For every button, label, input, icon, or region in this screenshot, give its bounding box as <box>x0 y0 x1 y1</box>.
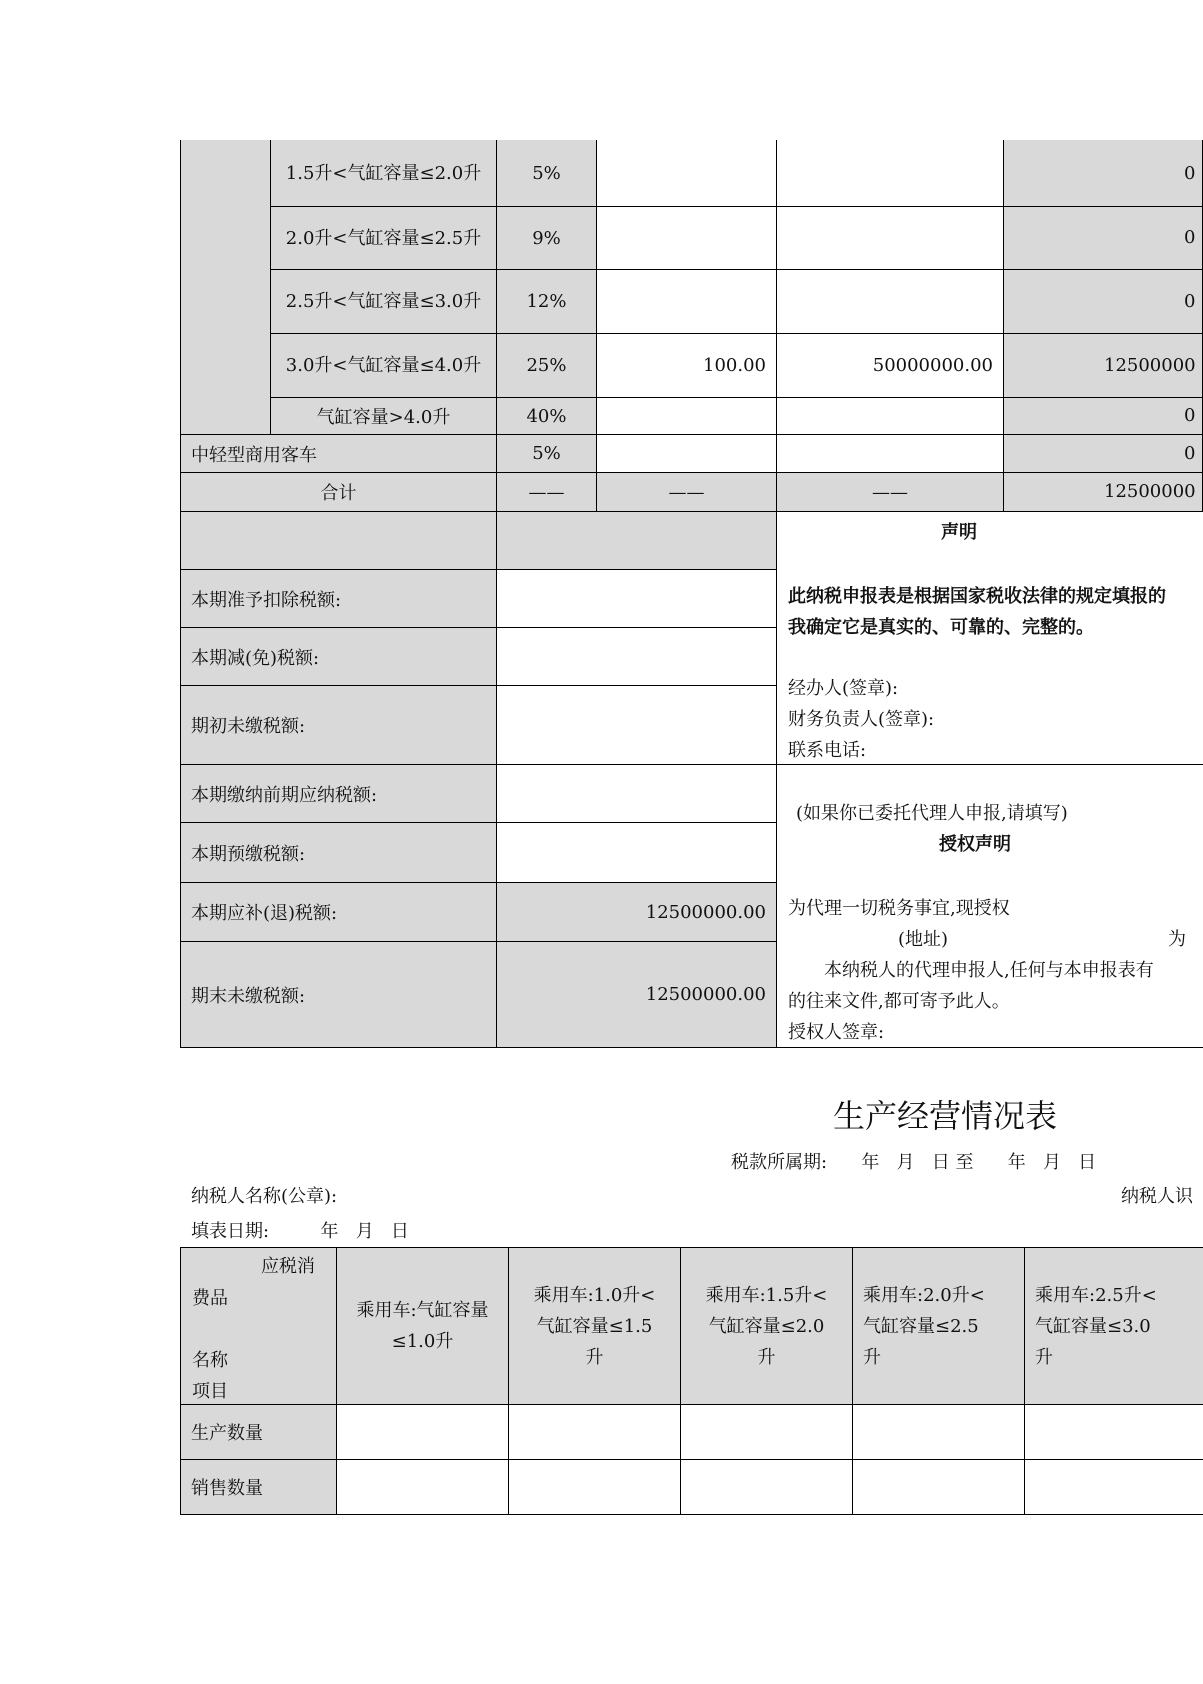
deductible-label: 本期准予扣除税额: <box>180 569 497 628</box>
column-header-line: 气缸容量≤2.0 <box>708 1315 825 1337</box>
column-header-line: 升 <box>585 1346 604 1368</box>
quantity-cell <box>596 434 777 473</box>
column-header-line: 乘用车:2.0升< <box>863 1284 985 1306</box>
column-header-line: 乘用车:1.0升< <box>533 1284 656 1306</box>
sales-quantity-label: 销售数量 <box>180 1459 337 1515</box>
corner-text-3: 名称 <box>192 1350 228 1371</box>
handler-signature: 经办人(签章): <box>788 678 899 699</box>
column-header-line: 乘用车:气缸容量 <box>356 1300 489 1321</box>
column-header <box>680 1247 853 1405</box>
deductible-value <box>496 569 777 628</box>
column-header <box>1024 1247 1203 1405</box>
quantity-cell <box>596 206 777 270</box>
column-header <box>336 1247 509 1405</box>
total-tax-text: 12500000 <box>1104 481 1196 502</box>
taxpayer-name-label: 纳税人名称(公章): <box>191 1186 338 1207</box>
wei-text: 为 <box>1168 929 1186 950</box>
tax-cell <box>1003 140 1203 207</box>
tax-period: 税款所属期: 年 月 日 至 年 月 日 <box>731 1152 1097 1173</box>
column-header-line: 气缸容量≤2.5 <box>863 1315 979 1337</box>
sales-quantity-cell <box>852 1459 1025 1515</box>
tax-text: 0 <box>1184 227 1196 248</box>
item-text: 2.0升<气缸容量≤2.5升 <box>285 227 482 249</box>
column-header <box>852 1247 1025 1405</box>
declaration-box <box>776 511 1203 765</box>
column-header-line: 升 <box>1035 1346 1053 1368</box>
production-title: 生产经营情况表 <box>833 1097 1058 1135</box>
production-quantity-cell <box>508 1404 681 1460</box>
reduction-value <box>496 627 777 686</box>
item-cell <box>270 269 497 334</box>
finance-signature: 财务负责人(签章): <box>788 709 935 730</box>
column-header-line: 乘用车:2.5升< <box>1035 1284 1157 1306</box>
prior-paid-value <box>496 764 777 823</box>
sales-cell: 50000000.00 <box>776 333 1004 398</box>
tax-text: 0 <box>1184 443 1196 464</box>
tax-cell <box>1003 206 1203 270</box>
quantity-cell <box>596 140 777 207</box>
category-cell <box>180 397 271 435</box>
closing-unpaid-value: 12500000.00 <box>496 941 777 1048</box>
item-text: 3.0升<气缸容量≤4.0升 <box>285 355 482 376</box>
dash-cell: —— <box>776 472 1004 512</box>
column-header-line: 升 <box>863 1346 881 1368</box>
tax-text: 0 <box>1184 405 1196 426</box>
production-quantity-cell <box>336 1404 509 1460</box>
closing-unpaid-label: 期末未缴税额: <box>180 941 497 1048</box>
production-quantity-cell <box>852 1404 1025 1460</box>
tax-text: 0 <box>1184 163 1196 184</box>
item-text: 1.5升<气缸容量≤2.0升 <box>285 162 482 184</box>
tax-text: 0 <box>1184 291 1196 312</box>
sales-cell <box>776 434 1004 473</box>
reduction-label: 本期减(免)税额: <box>180 627 497 686</box>
authorizer-signature: 授权人签章: <box>788 1022 885 1043</box>
tax-cell <box>1003 333 1203 398</box>
declaration-line-1: 此纳税申报表是根据国家税收法律的规定填报的 <box>788 586 1166 607</box>
blank-label-cell <box>180 511 497 570</box>
blank-value-cell <box>496 511 777 570</box>
item-cell <box>270 206 497 270</box>
rate-cell: 5% <box>496 140 597 207</box>
authorization-note: (如果你已委托代理人申报,请填写) <box>796 803 1068 824</box>
total-label: 合计 <box>180 472 497 512</box>
sales-cell <box>776 206 1004 270</box>
rate-cell: 5% <box>496 434 597 473</box>
corner-header <box>180 1247 337 1405</box>
sales-quantity-cell <box>508 1459 681 1515</box>
sales-cell <box>776 397 1004 435</box>
fill-date: 填表日期: 年 月 日 <box>191 1221 409 1242</box>
opening-unpaid-value <box>496 685 777 765</box>
item-cell: 气缸容量>4.0升 <box>270 397 497 435</box>
payable-value: 12500000.00 <box>496 882 777 942</box>
prepaid-label: 本期预缴税额: <box>180 822 497 883</box>
authorization-line-2: 本纳税人的代理申报人,任何与本申报表有 <box>824 960 1154 981</box>
declaration-heading: 声明 <box>941 522 977 543</box>
quantity-cell <box>596 269 777 334</box>
sales-quantity-cell <box>336 1459 509 1515</box>
sales-cell <box>776 269 1004 334</box>
rate-cell: 40% <box>496 397 597 435</box>
column-header <box>508 1247 681 1405</box>
rate-cell: 25% <box>496 333 597 398</box>
taxpayer-id-label: 纳税人识 <box>1121 1186 1193 1207</box>
column-header-line: 气缸容量≤3.0 <box>1035 1315 1151 1337</box>
column-header-line: ≤1.0升 <box>391 1331 454 1352</box>
item-cell <box>270 333 497 398</box>
column-header-line: 气缸容量≤1.5 <box>536 1315 653 1337</box>
production-quantity-cell <box>1024 1404 1203 1460</box>
sales-cell <box>776 140 1004 207</box>
column-header-line: 升 <box>757 1346 776 1368</box>
sales-quantity-cell <box>1024 1459 1203 1515</box>
quantity-cell: 100.00 <box>596 333 777 398</box>
authorization-heading: 授权声明 <box>939 834 1011 855</box>
authorization-box <box>776 764 1203 1048</box>
rate-cell: 9% <box>496 206 597 270</box>
item-cell <box>270 140 497 207</box>
total-tax-cell <box>1003 472 1203 512</box>
category-cell <box>180 140 271 403</box>
prior-paid-label: 本期缴纳前期应纳税额: <box>180 764 497 823</box>
quantity-cell <box>596 397 777 435</box>
address-label: (地址) <box>898 929 949 950</box>
item-text: 2.5升<气缸容量≤3.0升 <box>285 291 482 312</box>
corner-text-1: 应税消 <box>261 1256 315 1277</box>
authorization-line-3: 的往来文件,都可寄予此人。 <box>788 991 1010 1012</box>
authorization-line-1: 为代理一切税务事宜,现授权 <box>788 898 1010 919</box>
commercial-item-cell: 中轻型商用客车 <box>180 434 497 473</box>
tax-cell <box>1003 397 1203 435</box>
dash-cell: —— <box>596 472 777 512</box>
tax-cell <box>1003 269 1203 334</box>
tax-text: 12500000 <box>1104 355 1196 376</box>
prepaid-value <box>496 822 777 883</box>
declaration-line-2: 我确定它是真实的、可靠的、完整的。 <box>788 617 1094 638</box>
sales-quantity-cell <box>680 1459 853 1515</box>
rate-cell: 12% <box>496 269 597 334</box>
dash-cell: —— <box>496 472 597 512</box>
corner-text-4: 项目 <box>192 1381 228 1402</box>
payable-label: 本期应补(退)税额: <box>180 882 497 942</box>
production-quantity-cell <box>680 1404 853 1460</box>
tax-cell <box>1003 434 1203 473</box>
column-header-line: 乘用车:1.5升< <box>705 1284 828 1306</box>
production-quantity-label: 生产数量 <box>180 1404 337 1460</box>
opening-unpaid-label: 期初未缴税额: <box>180 685 497 765</box>
corner-text-2: 费品 <box>192 1288 228 1309</box>
contact-phone: 联系电话: <box>788 740 867 761</box>
